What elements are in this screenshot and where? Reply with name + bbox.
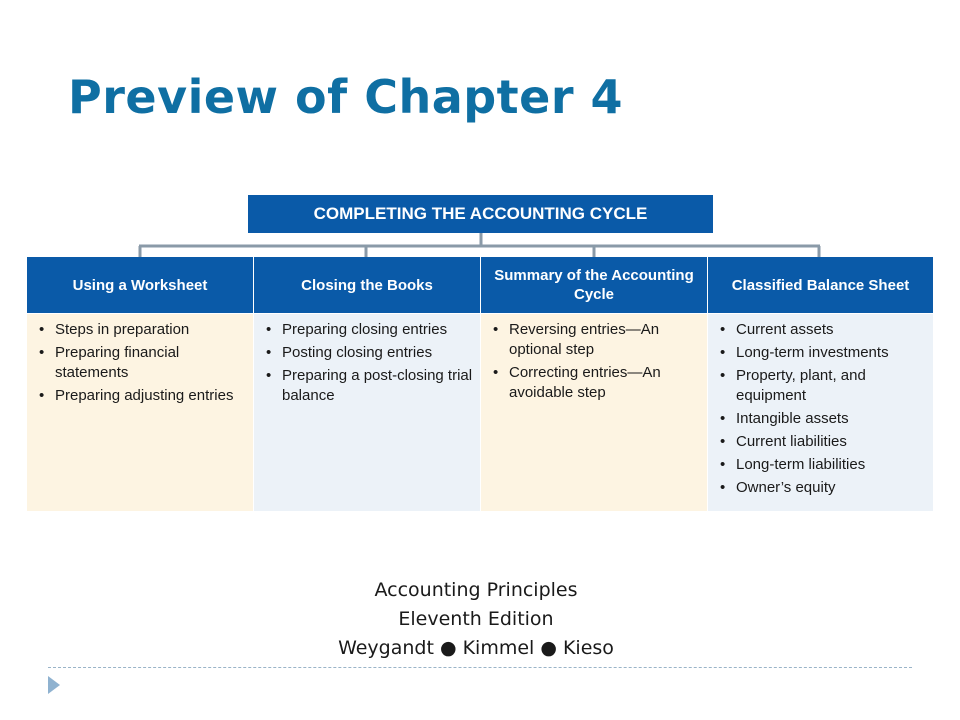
list-item: • Owner’s equity [718,478,927,498]
column-divider [480,257,481,511]
list-item: • Preparing closing entries [264,320,474,340]
cycle-header: COMPLETING THE ACCOUNTING CYCLE [248,195,713,233]
list-item: • Posting closing entries [264,343,474,363]
list-item: • Preparing adjusting entries [37,386,247,406]
column-divider [253,257,254,511]
list-item: • Reversing entries—An optional step [491,320,701,360]
column-header-summary: Summary of the Accounting Cycle [481,257,707,313]
list-item: • Current liabilities [718,432,927,452]
column-body-summary [481,314,707,511]
list-item: • Correcting entries—An avoidable step [491,363,701,403]
column-header-balance-sheet: Classified Balance Sheet [708,257,933,313]
list-item: • Long-term investments [718,343,927,363]
column-body-balance-sheet [708,314,933,511]
column-list [718,320,927,498]
column-divider [707,257,708,511]
book-edition: Eleventh Edition [398,608,554,630]
list-item: • Intangible assets [718,409,927,429]
list-item: • Current assets [718,320,927,340]
list-item: • Long-term liabilities [718,455,927,475]
book-title: Accounting Principles [374,579,578,601]
column-header-closing: Closing the Books [254,257,480,313]
book-credits [0,576,952,663]
column-body-closing [254,314,480,511]
play-triangle-icon[interactable] [48,676,60,694]
column-list [37,320,247,406]
book-authors: Weygandt ● Kimmel ● Kieso [338,637,614,659]
column-header-worksheet: Using a Worksheet [27,257,253,313]
list-item: • Steps in preparation [37,320,247,340]
footer-divider [48,667,912,668]
column-list [264,320,474,406]
column-list [491,320,701,403]
list-item: • Property, plant, and equipment [718,366,927,406]
list-item: • Preparing a post-closing trial balance [264,366,474,406]
column-body-worksheet [27,314,253,511]
slide-title: Preview of Chapter 4 [68,70,624,124]
list-item: • Preparing financial statements [37,343,247,383]
